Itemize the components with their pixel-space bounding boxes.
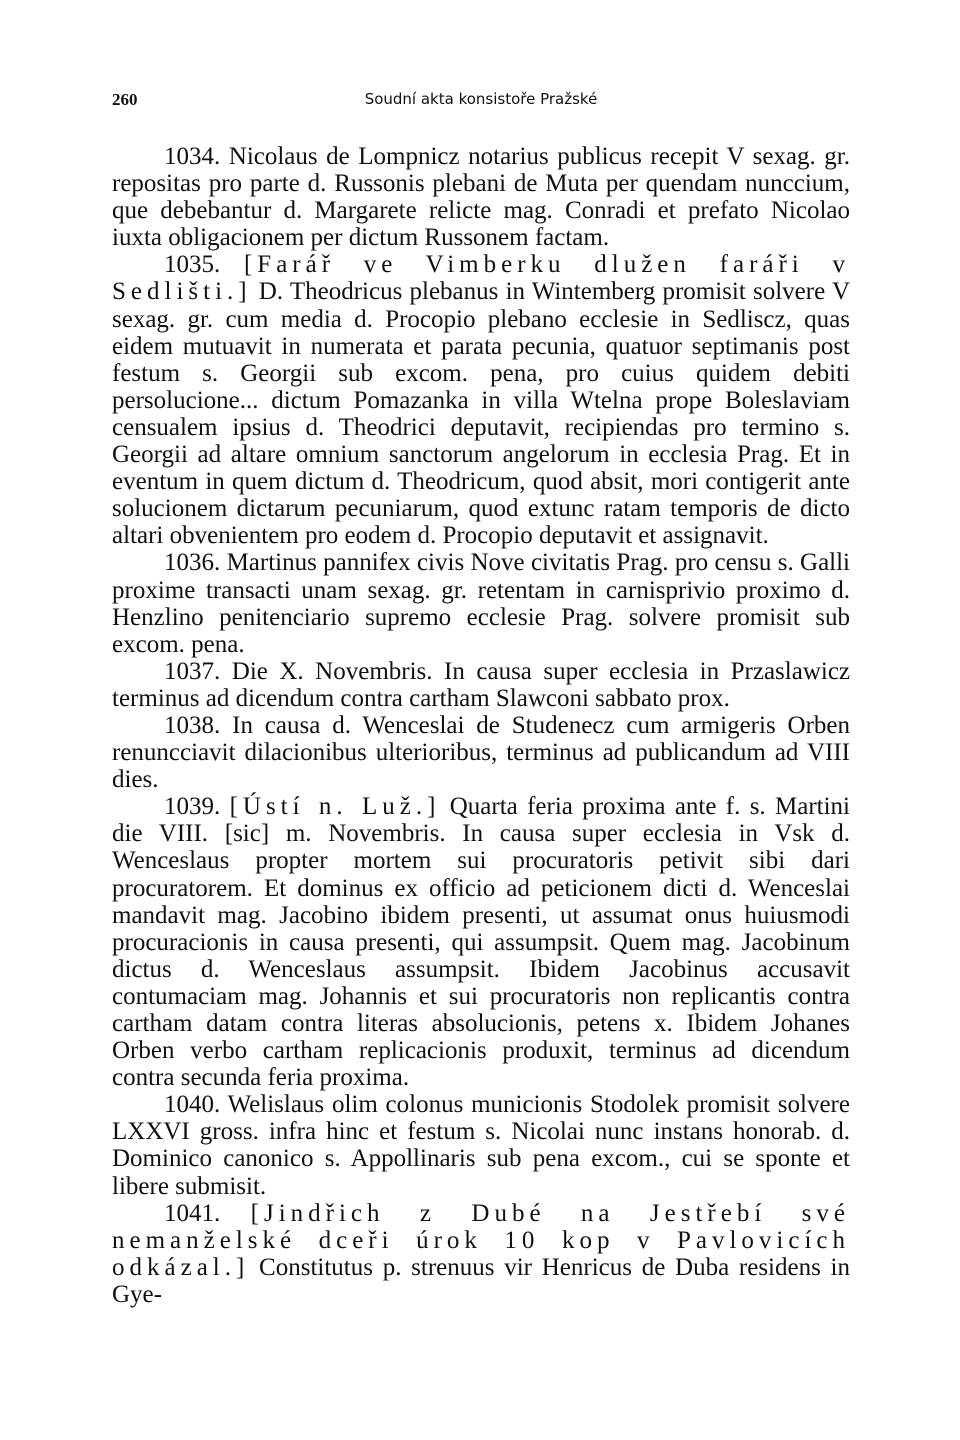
entry-number: 1040.	[164, 1091, 221, 1119]
entry-text: Die X. Novembris. In causa super ecclesia in Przaslawicz terminus ad dicendum contra cartham Slawconi sabbato prox.	[112, 657, 851, 712]
entry-number: 1036.	[164, 549, 221, 577]
entry-number: 1034.	[164, 143, 221, 170]
entry-number: 1035.	[164, 251, 221, 279]
entry-text: In causa d. Wenceslai de Studenecz cum armigeris Orben renuncciavit dilacionibus ulterioribus, terminus ad publicandum ad VIII dies.	[112, 711, 851, 794]
entry-1040	[112, 1091, 850, 1199]
entry-heading: [Farář ve Vimberku dlužen faráři v Sedlišti.]	[112, 251, 850, 306]
page-number: 260	[112, 90, 138, 109]
entry-1035	[112, 251, 850, 549]
entry-number: 1039.	[164, 793, 221, 821]
entry-text: Constitutus p. strenuus vir Henricus de Duba residens in Gye-	[112, 1253, 851, 1308]
running-title: Soudní akta konsistoře Pražské	[364, 90, 598, 108]
entry-heading: [Ústí n. Luž.]	[229, 793, 441, 821]
entry-text: D. Theodricus plebanus in Wintemberg promisit solvere V sexag. gr. cum media d. Procopio plebano ecclesie in Sedliscz, quas eidem mutuavit in numerata et parata pecunia, quatuor septimanis post festum s. Georgii sub excom. pena, pro cuius quidem debiti persolucione... dictum Pomazanka in villa Wtelna prope Boleslaviam censualem ipsius d. Theodrici deputavit, recipiendas pro termino s. Georgii ad altare omnium sanctorum angelorum in ecclesia Prag. Et in eventum in quem dictum d. Theodricum, quod absit, mori contigerit ante solucionem dictarum pecuniarum, quod extunc ratam temporis de dicto altari obvenientem pro eodem d. Procopio deputavit et assignavit.	[112, 278, 850, 550]
entry-1036	[112, 549, 850, 657]
entry-text: Nicolaus de Lompnicz notarius publicus recepit V sexag. gr. repositas pro parte d. Russonis plebani de Muta per quendam nunccium, que debebantur d. Margarete relicte mag. Conradi et prefato Nicolao iuxta obligacionem per dictum Russonem factam.	[112, 143, 850, 252]
page-header	[112, 90, 850, 114]
entry-heading: [Jindřich z Dubé na Jestřebí své nemanželské dceři úrok 10 kop v Pavlovicích odkázal.]	[112, 1199, 850, 1281]
entry-1037	[112, 658, 850, 712]
entry-1039	[112, 793, 850, 1091]
entry-text: Martinus pannifex civis Nove civitatis Prag. pro censu s. Galli proxime transacti unam sexag. gr. retentam in carnisprivio proximo d. Henzlino penitenciario supremo ecclesie Prag. solvere promisit sub excom. pena.	[112, 549, 851, 658]
entry-number: 1041.	[164, 1199, 221, 1227]
entry-number: 1037.	[164, 657, 221, 685]
entry-text: Quarta feria proxima ante f. s. Martini die VIII. [sic] m. Novembris. In causa super ecclesia in Vsk d. Wenceslaus propter mortem sui procuratoris petivit sibi dari procuratorem. Et dominus ex officio ad peticionem dicti d. Wenceslai mandavit mag. Jacobino ibidem presenti, ut assumat onus huiusmodi procuracionis in causa presenti, qui assumpsit. Quem mag. Jacobinum dictus d. Wenceslaus assumpsit. Ibidem Jacobinus accusavit contumaciam mag. Johannis et sui procuratoris non replicantis contra cartham datam contra literas absolucionis, petens x. Ibidem Johanes Orben verbo cartham replicacionis produxit, terminus ad dicendum contra secunda feria proxima.	[112, 793, 850, 1092]
page-body	[112, 143, 850, 1308]
entry-1038	[112, 712, 850, 793]
entry-1034	[112, 143, 850, 251]
entry-text: Welislaus olim colonus municionis Stodolek promisit solvere LXXVI gross. infra hinc et festum s. Nicolai nunc instans honorab. d. Dominico canonico s. Appollinaris sub pena excom., cui se sponte et libere submisit.	[112, 1091, 850, 1200]
entry-1041	[112, 1200, 850, 1308]
entry-number: 1038.	[164, 711, 221, 739]
